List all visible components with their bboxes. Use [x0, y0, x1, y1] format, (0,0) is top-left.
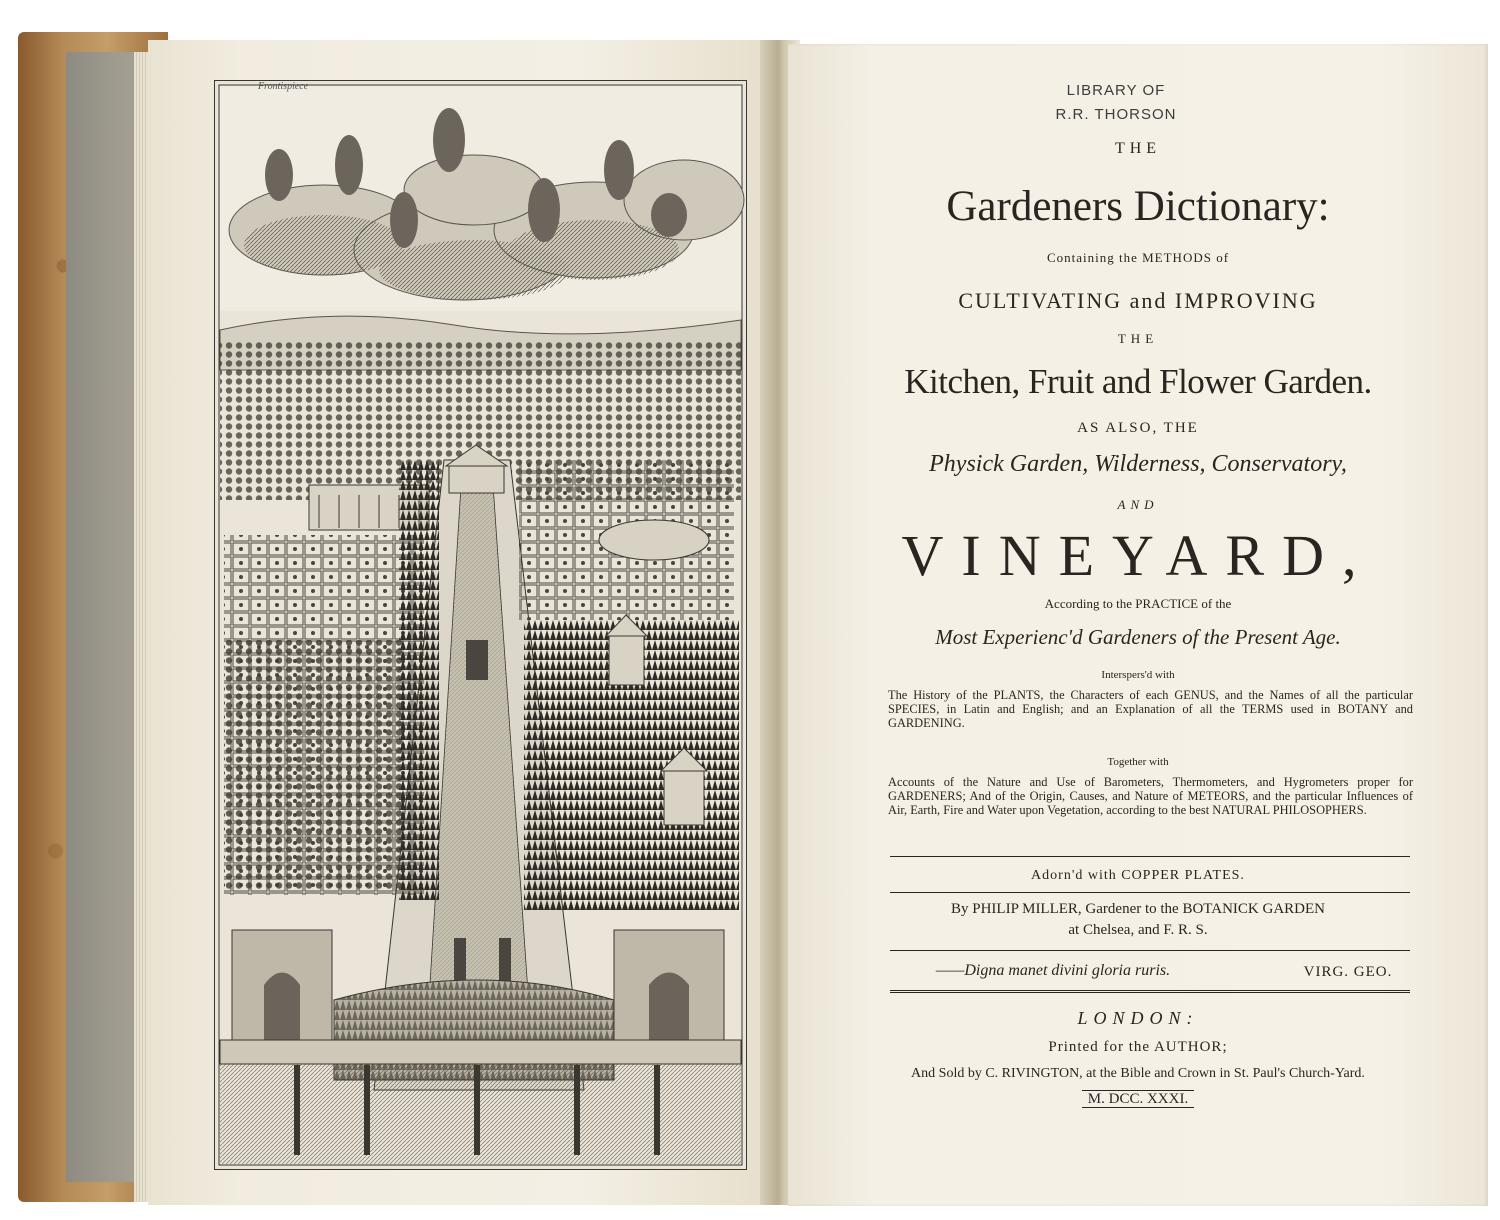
author-line-1: By PHILIP MILLER, Gardener to the BOTANICK GARDEN: [950, 901, 1326, 917]
library-stamp-line2: R.R. THORSON: [1055, 106, 1177, 123]
frontispiece-plate: [214, 80, 747, 1170]
most-experienced-line: Most Experienc'd Gardeners of the Present Age.: [935, 625, 1341, 649]
printed-line: Printed for the AUTHOR;: [1048, 1039, 1228, 1055]
plate-caption: Frontispiece: [258, 81, 309, 92]
together-line: Together with: [1107, 756, 1169, 768]
rule-2: [890, 892, 1410, 893]
kitchen-garden-line: Kitchen, Fruit and Flower Garden.: [904, 362, 1372, 401]
according-line: According to the PRACTICE of the: [1044, 596, 1232, 611]
main-title: Gardeners Dictionary:: [946, 183, 1330, 230]
london-line: LONDON:: [1077, 1008, 1199, 1028]
author-line-2: at Chelsea, and F. R. S.: [1068, 922, 1208, 938]
the-line: THE: [1117, 331, 1159, 346]
interspersed-line: Interspers'd with: [1101, 669, 1175, 681]
rule-3: [890, 950, 1410, 951]
the-heading: THE: [1114, 140, 1162, 157]
adorned-line: Adorn'd with COPPER PLATES.: [1031, 868, 1245, 883]
rule-4: [890, 990, 1410, 993]
library-stamp-line1: LIBRARY OF: [1066, 82, 1166, 99]
date-line: [788, 1091, 1488, 1108]
history-paragraph: The History of the PLANTS, the Characters of each GENUS, and the Names of all the particular SPECIES, in Latin and English; and an Explanation of all the TERMS used in BOTANY and GARDENING.: [888, 688, 1413, 731]
motto: ——Digna manet divini gloria ruris.: [935, 962, 1171, 979]
as-also-line: AS ALSO, THE: [1077, 420, 1199, 436]
motto-source: VIRG. GEO.: [1303, 964, 1393, 980]
containing-line: Containing the METHODS of: [1046, 250, 1230, 265]
date-text: M. DCC. XXXI.: [1082, 1090, 1194, 1108]
open-book: [18, 22, 1486, 1202]
title-page: [788, 44, 1488, 1206]
vineyard-heading: VINEYARD,: [901, 523, 1375, 588]
cultivating-line: CULTIVATING and IMPROVING: [958, 288, 1318, 313]
and-line: AND: [1117, 497, 1159, 512]
accounts-paragraph: Accounts of the Nature and Use of Barometers, Thermometers, and Hygrometers proper for GARDENERS; And of the Origin, Causes, and Nature of METEORS, and the particular Influences of Air, Earth, Fire and Water upon Vegetation, according to the best NATURAL PHILOSOPHERS.: [888, 775, 1413, 818]
physick-garden-line: Physick Garden, Wilderness, Conservatory,: [929, 451, 1347, 477]
sold-line: And Sold by C. RIVINGTON, at the Bible and Crown in St. Paul's Church-Yard.: [911, 1066, 1365, 1081]
garden-engraving: [214, 80, 747, 1170]
rule-1: [890, 856, 1410, 857]
